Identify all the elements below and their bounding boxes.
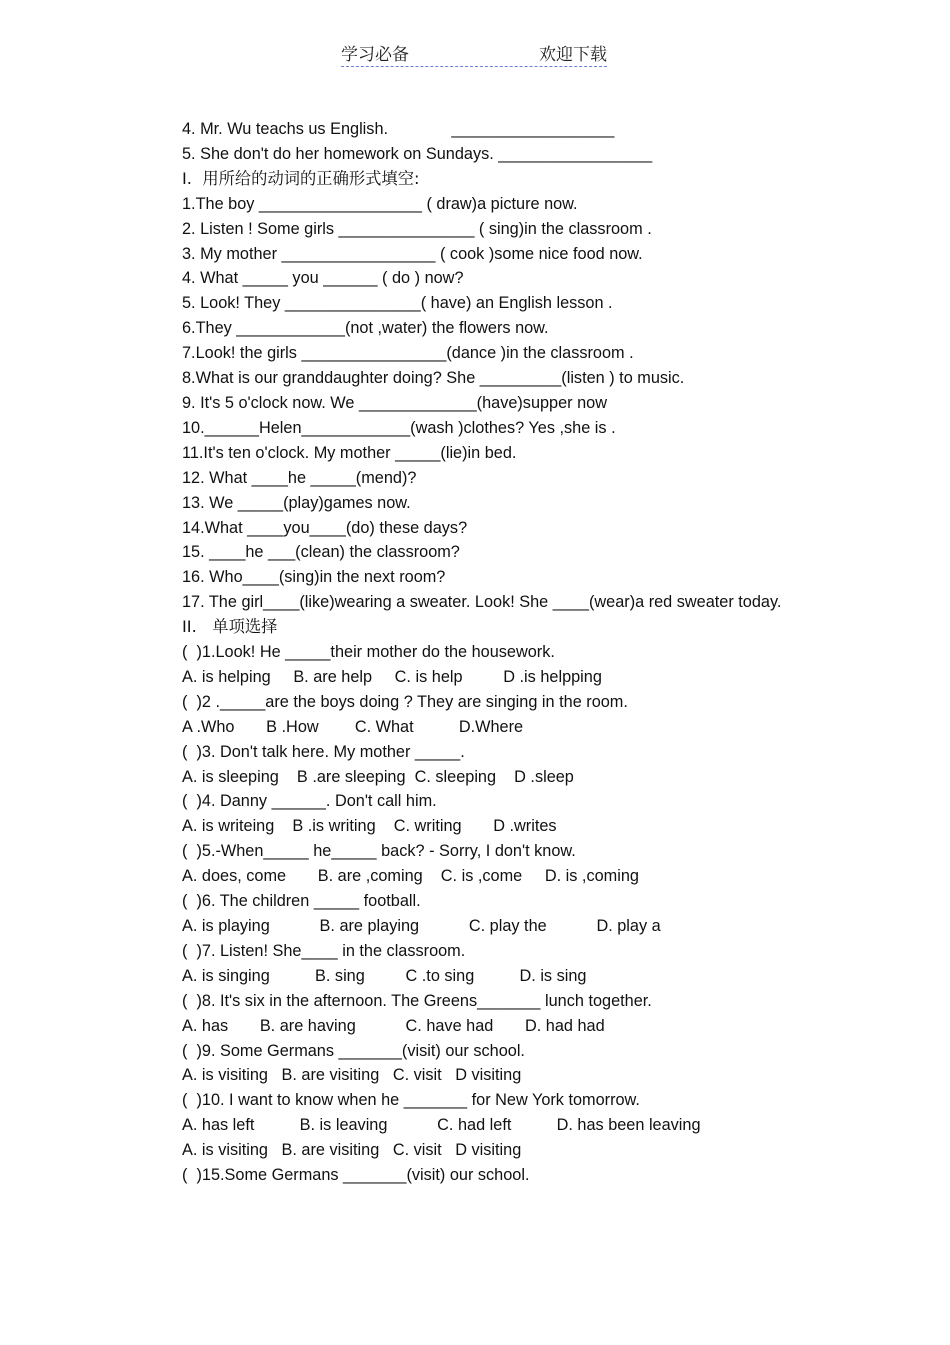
question-line: 10.______Helen____________(wash )clothes? Yes ,she is . (182, 418, 616, 437)
answer-options: A. has left B. is leaving C. had left D. has been leaving (182, 1116, 701, 1135)
answer-options: A. is visiting B. are visiting C. visit D visiting (182, 1141, 522, 1160)
question-line: 6.They ____________(not ,water) the flowers now. (182, 319, 549, 338)
question-line: 16. Who____(sing)in the next room? (182, 568, 446, 587)
question-line: ( )1.Look! He _____their mother do the housework. (182, 643, 555, 662)
question-line: 1.The boy __________________ ( draw)a picture now. (182, 194, 578, 213)
question-line: 5. Look! They _______________( have) an English lesson . (182, 294, 613, 313)
question-line: ( )3. Don't talk here. My mother _____. (182, 742, 465, 761)
question-line: ( )9. Some Germans _______(visit) our school. (182, 1041, 525, 1060)
answer-options: A. is singing B. sing C .to sing D. is sing (182, 966, 587, 985)
question-line: 4. What _____ you ______ ( do ) now? (182, 269, 464, 288)
question-line: ( )6. The children _____ football. (182, 892, 421, 911)
answer-options: A. is helping B. are help C. is help D .is helpping (182, 667, 602, 686)
question-line: 15. ____he ___(clean) the classroom? (182, 543, 460, 562)
question-line: ( )2 ._____are the boys doing ? They are singing in the room. (182, 692, 628, 711)
answer-options: A. is visiting B. are visiting C. visit D visiting (182, 1066, 522, 1085)
text-line: 4. Mr. Wu teachs us English. __________________ (182, 120, 615, 138)
question-line: ( )15.Some Germans _______(visit) our school. (182, 1166, 530, 1185)
answer-options: A. is sleeping B .are sleeping C. sleeping D .sleep (182, 767, 574, 786)
question-line: 14.What ____you____(do) these days? (182, 518, 468, 537)
question-line: ( )7. Listen! She____ in the classroom. (182, 941, 466, 960)
answer-options: A. has B. are having C. have had D. had had (182, 1016, 605, 1035)
exercise-content (144, 117, 784, 1188)
question-line: 11.It's ten o'clock. My mother _____(lie)in bed. (182, 443, 517, 462)
question-line: 12. What ____he _____(mend)? (182, 468, 417, 487)
answer-options: A. is writeing B .is writing C. writing D .writes (182, 817, 557, 836)
question-line: 8.What is our granddaughter doing? She _________(listen ) to music. (182, 369, 685, 388)
question-line: 9. It's 5 o'clock now. We _____________(have)supper now (182, 393, 607, 412)
question-line: ( )5.-When_____ he_____ back? - Sorry, I don't know. (182, 842, 576, 861)
header-left-text: 学习必备 (341, 45, 409, 65)
answer-options: A. is playing B. are playing C. play the D. play a (182, 917, 661, 935)
answer-options: A .Who B .How C. What D.Where (182, 717, 524, 736)
section-heading: II. 单项选择 (182, 617, 278, 637)
question-line: 2. Listen ! Some girls _______________ ( sing)in the classroom . (182, 219, 652, 238)
question-line-wrapped: 17. The girl____(like)wearing a sweater. Look! She ____(wear)a red sweater today. (182, 593, 782, 612)
question-line: 13. We _____(play)games now. (182, 493, 411, 512)
question-line: 7.Look! the girls ________________(dance )in the classroom . (182, 344, 634, 363)
answer-options: A. does, come B. are ,coming C. is ,come D. is ,coming (182, 867, 639, 886)
text-line: 5. She don't do her homework on Sundays. _________________ (182, 144, 653, 163)
question-line: ( )8. It's six in the afternoon. The Greens_______ lunch together. (182, 991, 652, 1010)
section-heading: I. 用所给的动词的正确形式填空: (182, 168, 420, 188)
question-line: ( )10. I want to know when he _______ for New York tomorrow. (182, 1091, 640, 1110)
question-line: 3. My mother _________________ ( cook )some nice food now. (182, 244, 643, 263)
header-right-text: 欢迎下载 (539, 45, 607, 65)
question-line: ( )4. Danny ______. Don't call him. (182, 792, 437, 811)
page-header (341, 40, 607, 67)
